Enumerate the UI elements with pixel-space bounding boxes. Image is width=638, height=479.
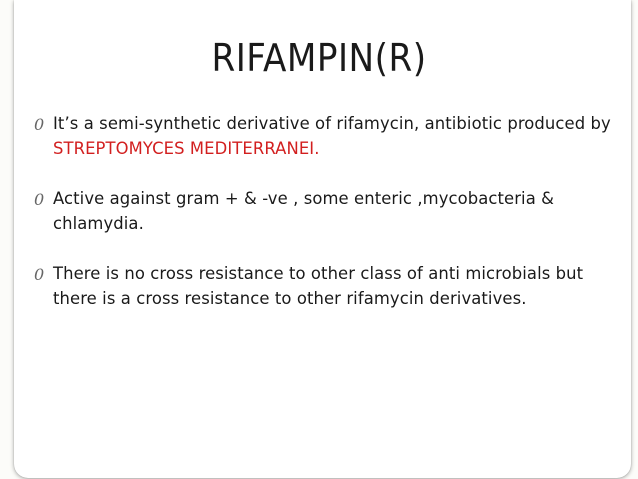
bullet-marker-icon: 0 bbox=[34, 115, 45, 134]
bullet-text: It’s a semi-synthetic derivative of rifamycin, antibiotic produced by bbox=[53, 114, 611, 133]
bullet-list bbox=[34, 111, 614, 336]
organism-name-highlight: STREPTOMYCES MEDITERRANEI. bbox=[53, 139, 320, 158]
bullet-item bbox=[34, 111, 614, 161]
bullet-item bbox=[34, 186, 614, 236]
bullet-marker-icon: 0 bbox=[34, 265, 45, 284]
bullet-text: There is no cross resistance to other class of anti microbials but there is a cross resistance to other rifamycin derivatives. bbox=[53, 264, 584, 308]
bullet-text: Active against gram + & -ve , some enteric ,mycobacteria & chlamydia. bbox=[53, 189, 555, 233]
bullet-marker-icon: 0 bbox=[34, 190, 45, 209]
slide-title: RIFAMPIN(R) bbox=[211, 36, 427, 80]
bullet-item bbox=[34, 261, 614, 311]
